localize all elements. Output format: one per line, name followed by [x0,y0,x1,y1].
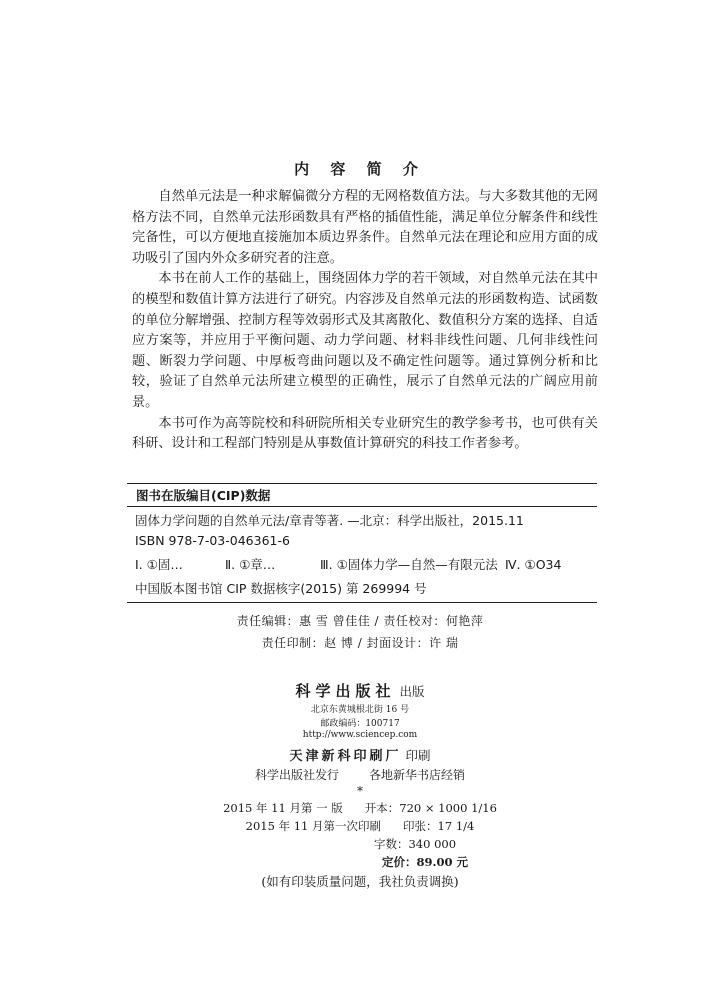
cip-isbn: ISBN 978-7-03-046361-6 [135,533,290,548]
publisher-url: http://www.sciencep.com [302,730,418,740]
editors-line-2: 责任印制：赵 博 / 封面设计：许 瑞 [261,636,459,650]
issuer: 科学出版社发行 [254,768,339,782]
spec-row-2 [0,818,720,834]
format: 开本：720 × 1000 1/16 [364,801,497,815]
cip-class-3: Ⅲ. ①固体力学—自然—有限元法 [320,557,498,572]
editors-line-1: 责任编辑：惠 雪 曾佳佳 / 责任校对：何艳萍 [236,614,484,628]
summary-paragraph-1: 自然单元法是一种求解偏微分方程的无网格数值方法。与大多数其他的无网格方法不同，自然单元法形函数具有严格的插值性能，满足单位分解条件和线性完备性，可以方便地直接施加本质边界条件。自然单元法在理论和应用方面的成功吸引了国内外众多研究者的注意。 [132,189,598,266]
publisher-postcode: 邮政编码：100717 [320,719,400,729]
summary-paragraph-3: 本书可作为高等院校和科研院所相关专业研究生的教学参考书，也可供有关科研、设计和工程部门特别是从事数值计算研究的科技工作者参考。 [132,415,598,452]
printer-name: 天津新科印刷厂 [289,749,402,764]
spec-row-1 [0,800,720,816]
distribution-line [0,766,720,783]
cip-number: 中国版本图书馆 CIP 数据核字(2015) 第 269994 号 [135,581,427,596]
cip-header-label: 图书在版编目(CIP)数据 [136,488,271,503]
printer-line [0,745,720,764]
separator-star: * [357,784,363,798]
cip-block [127,483,597,603]
publisher-name: 科学出版社 [295,682,396,700]
publisher-address: 北京东黄城根北街 16 号 [310,705,410,715]
publisher-line [0,680,720,701]
printer-suffix: 印刷 [405,748,431,763]
price-row [0,854,720,870]
cip-class-2: Ⅱ. ①章… [225,557,276,572]
printing: 2015 年 11 月第一次印刷 [245,819,382,833]
word-count [0,836,720,852]
cip-class-1: Ⅰ. ①固… [135,557,183,572]
price: 定价：89.00 元 [381,855,468,869]
summary-body [132,187,598,455]
cip-bottom-rule [127,602,597,603]
publisher-suffix: 出版 [399,684,425,699]
seller: 各地新华书店经销 [369,768,466,782]
sheets: 印张：17 1/4 [403,819,475,833]
words: 字数：340 000 [373,837,457,851]
cip-title-line: 固体力学问题的自然单元法/章青等著. —北京：科学出版社，2015.11 [135,513,524,528]
quality-notice: (如有印装质量问题，我社负责调换) [261,874,459,889]
summary-paragraph-2: 本书在前人工作的基础上，围绕固体力学的若干领域，对自然单元法在其中的模型和数值计算方法进行了研究。内容涉及自然单元法的形函数构造、试函数的单位分解增强、控制方程等效弱形式及其离散化、数值积分方案的选择、自适应方案等，并应用于平衡问题、动力学问题、材料非线性问题、几何非线性问题、断裂力学问题、中厚板弯曲问题以及不确定性问题等。通过算例分析和比较，验证了自然单元法所建立模型的正确性，展示了自然单元法的广阔应用前景。 [132,271,598,410]
cip-header [127,483,597,507]
summary-title: 内 容 简 介 [294,160,426,178]
cip-classification [135,555,561,573]
cip-class-4: Ⅳ. ①O34 [505,557,562,572]
edition: 2015 年 11 月第 一 版 [223,801,343,815]
